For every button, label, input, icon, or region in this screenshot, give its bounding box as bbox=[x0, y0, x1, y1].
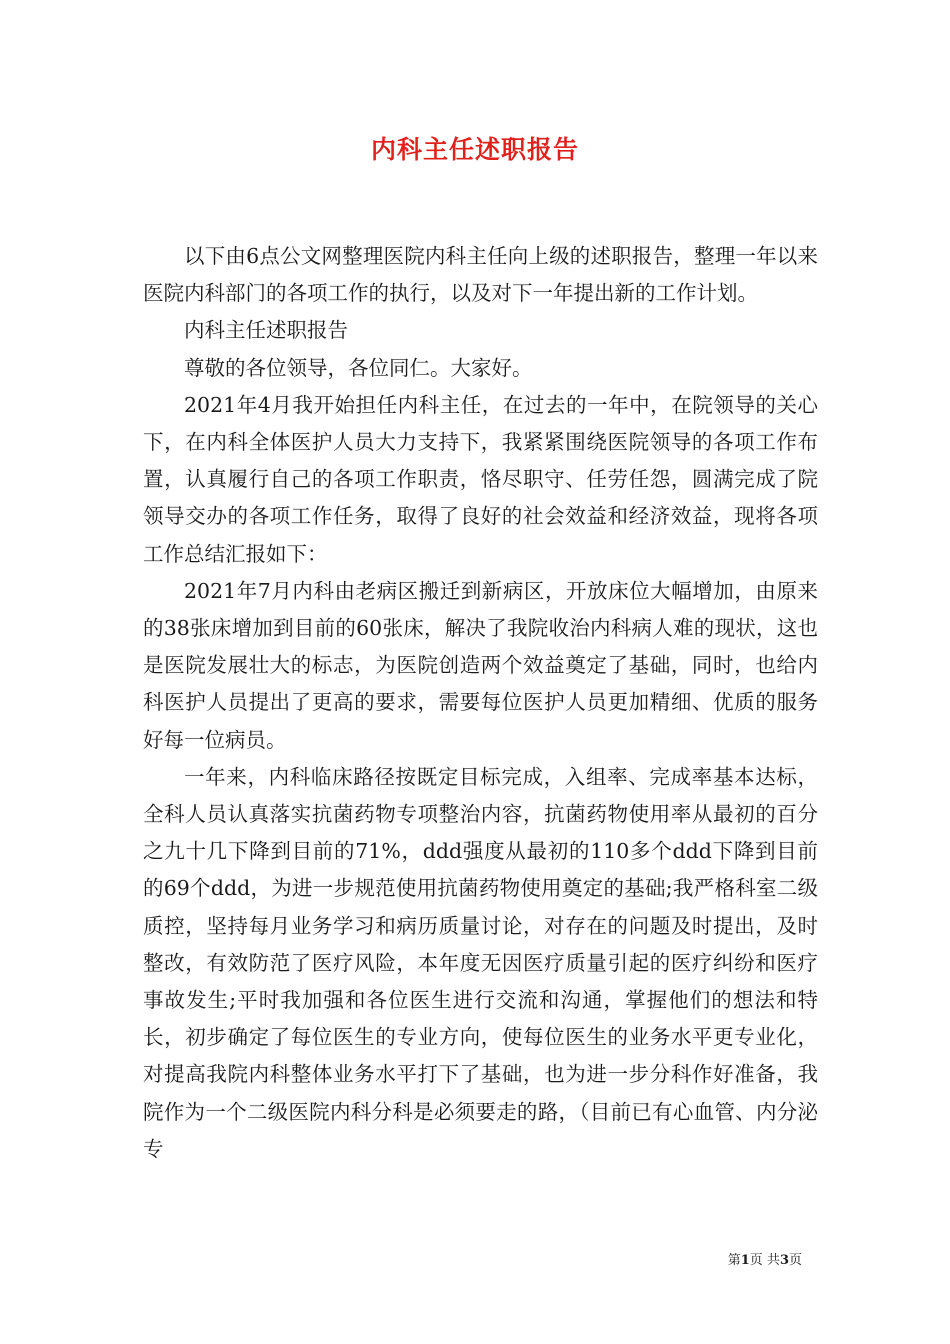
document-title: 内科主任述职报告 bbox=[370, 135, 579, 164]
document-body bbox=[143, 238, 818, 1168]
paragraph-greeting: 尊敬的各位领导，各位同仁。大家好。 bbox=[184, 355, 533, 380]
page-number-footer bbox=[728, 1249, 802, 1268]
footer-middle: 页 共 bbox=[749, 1253, 780, 1268]
footer-current-page: 1 bbox=[740, 1253, 750, 1268]
paragraph-heading: 内科主任述职报告 bbox=[184, 318, 348, 343]
footer-suffix: 页 bbox=[788, 1253, 802, 1268]
footer-prefix: 第 bbox=[727, 1253, 741, 1268]
footer-total-pages: 3 bbox=[779, 1253, 789, 1268]
paragraph-achievements: 一年来，内科临床路径按既定目标完成，入组率、完成率基本达标，全科人员认真落实抗菌药物专项整治内容，抗菌药物使用率从最初的百分之九十几下降到目前的71%，ddd强度从最初的110多个ddd下降到目前的69个ddd，为进一步规范使用抗菌药物使用奠定的基础;我严格科室二级质控，坚持每月业务学习和病历质量讨论，对存在的问题及时提出，及时整改，有效防范了医疗风险，本年度无因医疗质量引起的医疗纠纷和医疗事故发生;平时我加强和各位医生进行交流和沟通，掌握他们的想法和特长，初步确定了每位医生的专业方向，使每位医生的业务水平更专业化，对提高我院内科整体业务水平打下了基础，也为进一步分科作好准备，我院作为一个二级医院内科分科是必须要走的路，（目前已有心血管、内分泌专 bbox=[143, 764, 818, 1161]
paragraph-overview: 2021年4月我开始担任内科主任，在过去的一年中，在院领导的关心下，在内科全体医护人员大力支持下，我紧紧围绕医院领导的各项工作布置，认真履行自己的各项工作职责，恪尽职守、任劳任怨，圆满完成了院领导交办的各项工作任务，取得了良好的社会效益和经济效益，现将各项工作总结汇报如下： bbox=[143, 392, 818, 566]
paragraph-relocation: 2021年7月内科由老病区搬迁到新病区，开放床位大幅增加，由原来的38张床增加到目前的60张床，解决了我院收治内科病人难的现状，这也是医院发展壮大的标志，为医院创造两个效益奠定了基础，同时，也给内科医护人员提出了更高的要求，需要每位医护人员更加精细、优质的服务好每一位病员。 bbox=[143, 578, 818, 752]
paragraph-intro: 以下由6点公文网整理医院内科主任向上级的述职报告，整理一年以来医院内科部门的各项工作的执行，以及对下一年提出新的工作计划。 bbox=[143, 244, 818, 306]
